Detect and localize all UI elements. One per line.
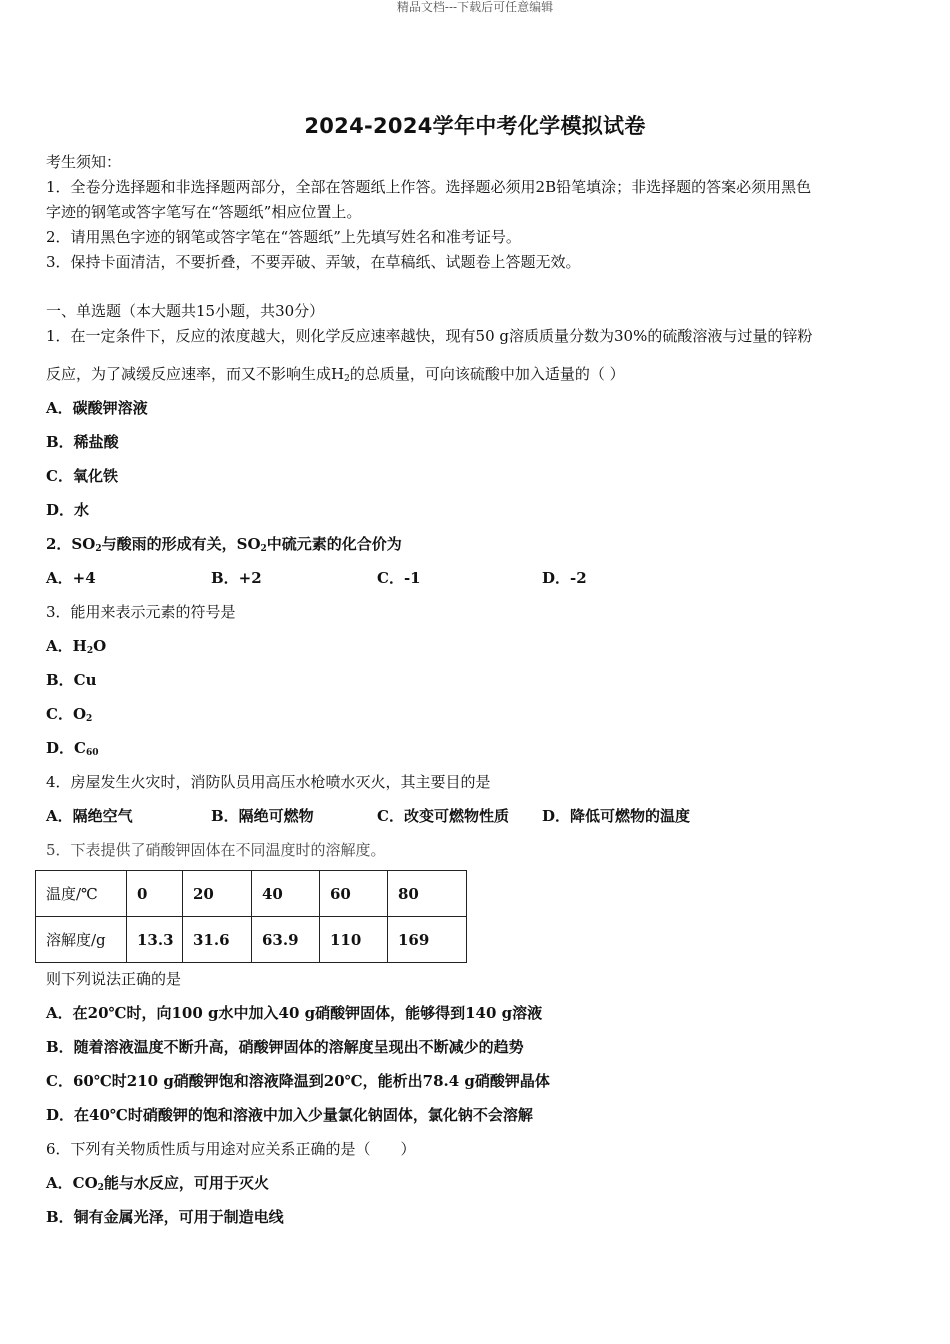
table-cell: 169 bbox=[388, 917, 467, 963]
question-3-option-b: B．Cu bbox=[46, 671, 97, 689]
question-4-option-d: D．降低可燃物的温度 bbox=[542, 807, 691, 825]
question-1-stem-cont: 反应，为了减缓反应速率，而又不影响生成$H_2$的总质量，可向该硫酸中加入适量的（ ） bbox=[46, 365, 625, 384]
table-cell: 110 bbox=[320, 917, 388, 963]
question-6-stem: 6．下列有关物质性质与用途对应关系正确的是（ ） bbox=[46, 1140, 416, 1158]
question-5-stem: 5．下表提供了硝酸钾固体在不同温度时的溶解度。 bbox=[46, 841, 386, 859]
question-1-option-a: A．碳酸钾溶液 bbox=[46, 399, 148, 417]
question-2-option-d: D．-2 bbox=[542, 569, 587, 587]
question-5-option-a: A．在20℃时，向100 g水中加入40 g硝酸钾固体，能够得到140 g溶液 bbox=[46, 1004, 543, 1022]
question-2-option-a: A．+4 bbox=[46, 569, 96, 587]
question-3-option-d: D．$C_{60}$ bbox=[46, 739, 99, 758]
section-heading: 一、单选题（本大题共15小题，共30分） bbox=[46, 302, 325, 320]
header-note: 精品文档---下载后可任意编辑 bbox=[396, 0, 554, 14]
notice-item: 3．保持卡面清洁，不要折叠，不要弄破、弄皱，在草稿纸、试题卷上答题无效。 bbox=[46, 253, 581, 271]
table-cell: 40 bbox=[252, 871, 320, 917]
question-5-option-b: B．随着溶液温度不断升高，硝酸钾固体的溶解度呈现出不断减少的趋势 bbox=[46, 1038, 524, 1056]
question-3-option-a: A．$H_2O$ bbox=[46, 637, 107, 656]
notice-item: 2．请用黑色字迹的钢笔或答字笔在“答题纸”上先填写姓名和准考证号。 bbox=[46, 228, 521, 246]
question-3-option-c: C．$O_2$ bbox=[46, 705, 93, 724]
question-5-option-d: D．在40℃时硝酸钾的饱和溶液中加入少量氯化钠固体，氯化钠不会溶解 bbox=[46, 1106, 533, 1124]
question-5-option-c: C．60℃时210 g硝酸钾饱和溶液降温到20℃，能析出78.4 g硝酸钾晶体 bbox=[46, 1072, 550, 1090]
table-cell: 20 bbox=[183, 871, 252, 917]
question-2-option-b: B．+2 bbox=[211, 569, 262, 587]
table-cell: 13.3 bbox=[127, 917, 183, 963]
notice-heading: 考生须知： bbox=[46, 153, 122, 171]
question-1-stem: 1．在一定条件下，反应的浓度越大，则化学反应速率越快，现有50 g溶质质量分数为30%的硫酸溶液与过量的锌粉 bbox=[46, 327, 813, 345]
question-2-option-c: C．-1 bbox=[377, 569, 421, 587]
table-cell: 0 bbox=[127, 871, 183, 917]
question-5-prompt: 则下列说法正确的是 bbox=[46, 970, 182, 988]
question-6-option-b: B．铜有金属光泽，可用于制造电线 bbox=[46, 1208, 284, 1226]
table-cell: 温度/℃ bbox=[36, 871, 127, 917]
question-4-stem: 4．房屋发生火灾时，消防队员用高压水枪喷水灭火，其主要目的是 bbox=[46, 773, 491, 791]
document-title: 2024-2024学年中考化学模拟试卷 bbox=[304, 114, 646, 138]
question-6-option-a: A．$CO_2$能与水反应，可用于灭火 bbox=[46, 1174, 269, 1193]
table-row bbox=[36, 917, 467, 963]
question-1-option-d: D．水 bbox=[46, 501, 90, 519]
table-cell: 63.9 bbox=[252, 917, 320, 963]
question-4-option-c: C．改变可燃物性质 bbox=[377, 807, 509, 825]
table-cell: 31.6 bbox=[183, 917, 252, 963]
solubility-table bbox=[35, 870, 467, 963]
table-cell: 60 bbox=[320, 871, 388, 917]
question-3-stem: 3．能用来表示元素的符号是 bbox=[46, 603, 236, 621]
question-4-option-a: A．隔绝空气 bbox=[46, 807, 133, 825]
notice-item: 字迹的钢笔或答字笔写在“答题纸”相应位置上。 bbox=[46, 203, 362, 221]
question-1-option-c: C．氧化铁 bbox=[46, 467, 118, 485]
table-cell: 80 bbox=[388, 871, 467, 917]
question-4-option-b: B．隔绝可燃物 bbox=[211, 807, 314, 825]
question-2-stem: 2．$SO_2$与酸雨的形成有关，$SO_2$中硫元素的化合价为 bbox=[46, 535, 402, 554]
table-cell: 溶解度/g bbox=[36, 917, 127, 963]
table-row bbox=[36, 871, 467, 917]
question-1-option-b: B．稀盐酸 bbox=[46, 433, 119, 451]
notice-item: 1．全卷分选择题和非选择题两部分，全部在答题纸上作答。选择题必须用2B铅笔填涂；非选择题的答案必须用黑色 bbox=[46, 178, 812, 196]
